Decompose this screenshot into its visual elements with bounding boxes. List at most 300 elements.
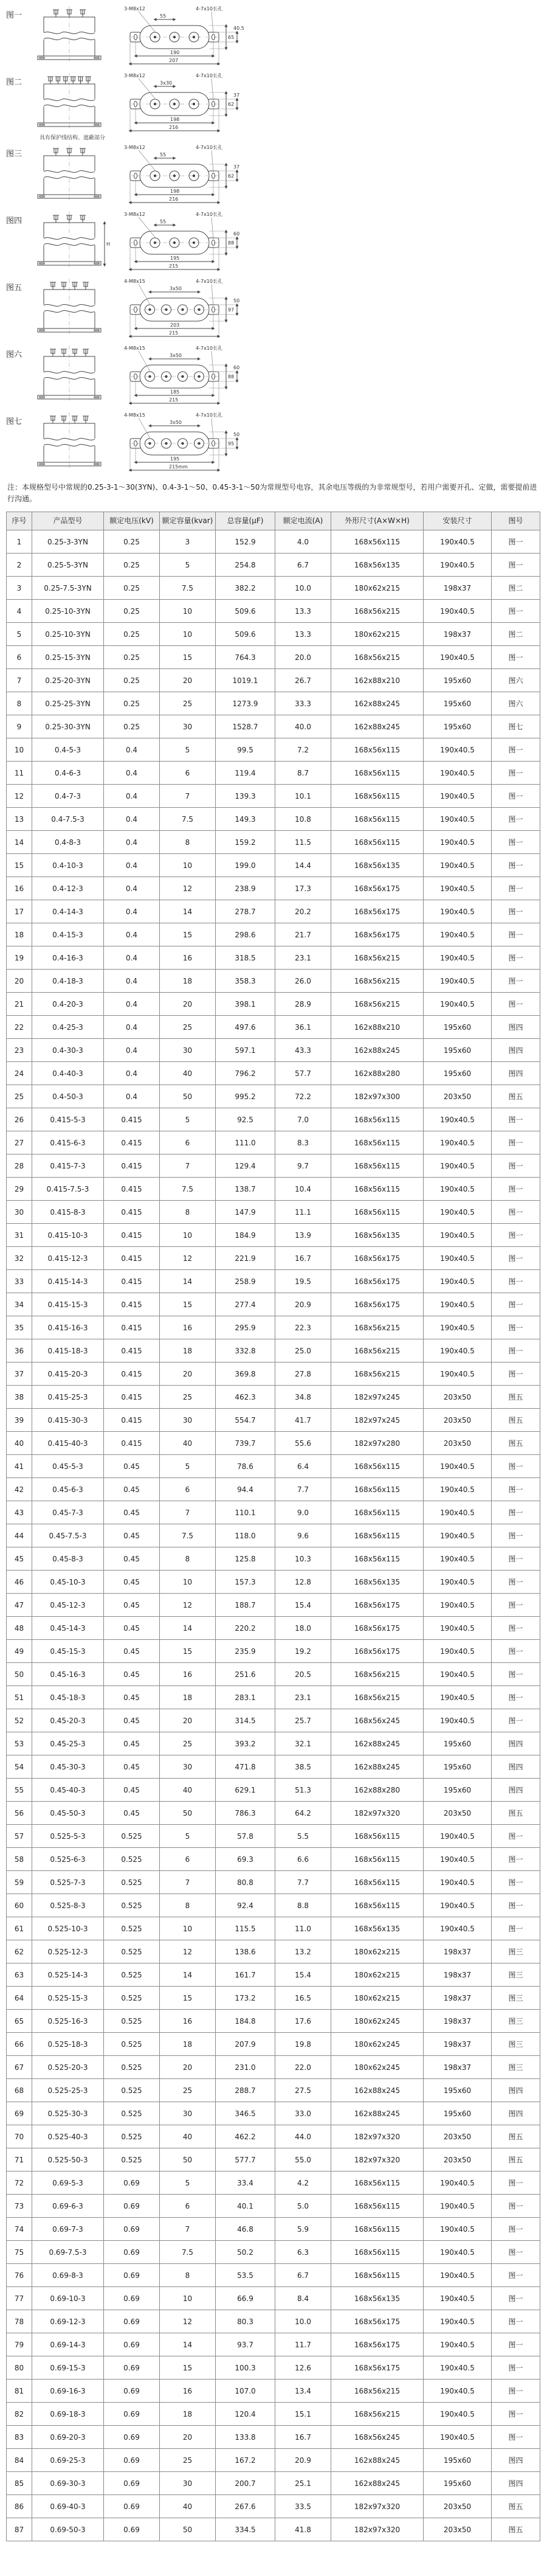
cell-capacity: 382.2: [216, 577, 275, 600]
cell-model: 0.25-7.5-3YN: [32, 577, 104, 600]
cell-kvar: 12: [160, 1594, 216, 1617]
dimension-label: 190: [170, 50, 180, 55]
cell-dimensions: 182x97x320: [331, 2495, 424, 2518]
cell-dimensions: 162x88x245: [331, 1732, 424, 1755]
dimension-label: 215: [169, 330, 179, 336]
cell-no: 42: [7, 1478, 32, 1501]
cell-model: 0.525-18-3: [32, 2033, 104, 2056]
cell-voltage: 0.4: [104, 854, 160, 877]
cell-no: 40: [7, 1432, 32, 1455]
table-row: [7, 1247, 540, 1270]
cell-voltage: 0.69: [104, 2495, 160, 2518]
table-row: [7, 1987, 540, 2010]
cell-no: 6: [7, 646, 32, 669]
cell-no: 51: [7, 1686, 32, 1709]
cell-capacity: 46.8: [216, 2218, 275, 2241]
cell-kvar: 5: [160, 1825, 216, 1848]
cell-kvar: 20: [160, 993, 216, 1016]
cell-no: 82: [7, 2403, 32, 2426]
cell-dimensions: 168x56x135: [331, 854, 424, 877]
cell-current: 17.6: [275, 2010, 331, 2033]
cell-mounting: 190x40.5: [424, 1617, 492, 1640]
cell-mounting: 190x40.5: [424, 738, 492, 762]
cell-dimensions: 182x97x320: [331, 2125, 424, 2148]
cell-model: 0.69-30-3: [32, 2472, 104, 2495]
slot-spec-label: 4-7x10长孔: [196, 73, 222, 78]
cell-mounting: 190x40.5: [424, 2403, 492, 2426]
bolt-spec-label: 3-M8x12: [124, 6, 145, 12]
cell-capacity: 152.9: [216, 530, 275, 554]
cell-mounting: 190x40.5: [424, 785, 492, 808]
figure-front-block: [27, 5, 118, 66]
cell-model: 0.415-25-3: [32, 1386, 104, 1409]
cell-kvar: 40: [160, 1432, 216, 1455]
cell-figure: 图二: [492, 577, 540, 600]
cell-voltage: 0.25: [104, 600, 160, 623]
cell-model: 0.69-16-3: [32, 2380, 104, 2403]
cell-current: 12.8: [275, 1571, 331, 1594]
cell-no: 19: [7, 946, 32, 970]
cell-kvar: 25: [160, 1016, 216, 1039]
cell-figure: 图一: [492, 993, 540, 1016]
cell-current: 51.3: [275, 1779, 331, 1802]
figure-top-view: [123, 144, 250, 208]
cell-no: 72: [7, 2172, 32, 2195]
cell-kvar: 5: [160, 1455, 216, 1478]
cell-figure: 图一: [492, 2380, 540, 2403]
cell-capacity: 94.4: [216, 1478, 275, 1501]
cell-kvar: 30: [160, 2102, 216, 2125]
cell-no: 9: [7, 715, 32, 738]
cell-dimensions: 168x56x115: [331, 1871, 424, 1894]
cell-no: 8: [7, 692, 32, 715]
cell-kvar: 6: [160, 762, 216, 785]
cell-dimensions: 162x88x245: [331, 2472, 424, 2495]
cell-capacity: 157.3: [216, 1571, 275, 1594]
cell-voltage: 0.45: [104, 1686, 160, 1709]
dimension-label: 50: [233, 432, 240, 437]
cell-current: 7.7: [275, 1478, 331, 1501]
cell-figure: 图一: [492, 2195, 540, 2218]
cell-current: 13.2: [275, 1940, 331, 1963]
cell-model: 0.525-7-3: [32, 1871, 104, 1894]
cell-dimensions: 182x97x245: [331, 1386, 424, 1409]
dimension-label: 216: [169, 196, 179, 202]
mounting-slot: [40, 463, 44, 465]
cell-model: 0.25-30-3YN: [32, 715, 104, 738]
cell-capacity: 220.2: [216, 1617, 275, 1640]
cell-voltage: 0.4: [104, 970, 160, 993]
cell-voltage: 0.4: [104, 1062, 160, 1085]
cell-voltage: 0.4: [104, 1085, 160, 1108]
cell-no: 29: [7, 1178, 32, 1201]
table-row: [7, 808, 540, 831]
cell-mounting: 190x40.5: [424, 1270, 492, 1293]
cell-kvar: 15: [160, 646, 216, 669]
table-row: [7, 1016, 540, 1039]
cell-model: 0.25-10-3YN: [32, 600, 104, 623]
cell-model: 0.4-8-3: [32, 831, 104, 854]
cell-voltage: 0.25: [104, 554, 160, 577]
cell-capacity: 139.3: [216, 785, 275, 808]
cell-figure: 图四: [492, 1732, 540, 1755]
cell-kvar: 16: [160, 1663, 216, 1686]
figure-row: [6, 277, 541, 342]
cell-current: 10.3: [275, 1547, 331, 1571]
cell-capacity: 629.1: [216, 1779, 275, 1802]
cell-dimensions: 168x56x115: [331, 1455, 424, 1478]
cell-mounting: 190x40.5: [424, 762, 492, 785]
mounting-slot: [40, 330, 44, 331]
table-row: [7, 2033, 540, 2056]
cell-model: 0.45-12-3: [32, 1594, 104, 1617]
cell-dimensions: 168x56x215: [331, 2380, 424, 2403]
cell-voltage: 0.415: [104, 1201, 160, 1224]
table-row: [7, 1339, 540, 1363]
dimension-label: 55: [160, 152, 167, 158]
table-row: [7, 1085, 540, 1108]
cell-model: 0.45-15-3: [32, 1640, 104, 1663]
cell-capacity: 40.1: [216, 2195, 275, 2218]
cell-kvar: 3: [160, 530, 216, 554]
cell-voltage: 0.45: [104, 1755, 160, 1779]
cell-figure: 图一: [492, 1201, 540, 1224]
cell-mounting: 190x40.5: [424, 877, 492, 900]
dimension-label: 88: [228, 240, 235, 246]
cell-no: 46: [7, 1571, 32, 1594]
cell-mounting: 190x40.5: [424, 1316, 492, 1339]
cell-dimensions: 168x56x175: [331, 1594, 424, 1617]
table-row: [7, 692, 540, 715]
figure-top-block: [123, 5, 250, 69]
cell-kvar: 10: [160, 2287, 216, 2310]
column-header: 总容量(μF): [216, 512, 275, 530]
table-row: [7, 2195, 540, 2218]
cell-capacity: 238.9: [216, 877, 275, 900]
dimension-label: 60: [233, 231, 240, 237]
table-row: [7, 900, 540, 923]
cell-current: 8.7: [275, 762, 331, 785]
cell-figure: 图一: [492, 2333, 540, 2356]
cell-figure: 图三: [492, 2010, 540, 2033]
cell-dimensions: 168x56x115: [331, 1825, 424, 1848]
cell-capacity: 1273.9: [216, 692, 275, 715]
mounting-slot: [94, 196, 99, 197]
cell-voltage: 0.4: [104, 946, 160, 970]
cell-no: 4: [7, 600, 32, 623]
cell-figure: 图五: [492, 2518, 540, 2541]
cell-model: 0.69-7-3: [32, 2218, 104, 2241]
cell-voltage: 0.45: [104, 1455, 160, 1478]
cell-kvar: 8: [160, 1547, 216, 1571]
cell-capacity: 332.8: [216, 1339, 275, 1363]
cell-dimensions: 180x62x215: [331, 577, 424, 600]
cell-voltage: 0.4: [104, 831, 160, 854]
cell-kvar: 10: [160, 623, 216, 646]
cell-current: 18.0: [275, 1617, 331, 1640]
cell-current: 64.2: [275, 1802, 331, 1825]
cell-mounting: 190x40.5: [424, 1224, 492, 1247]
cell-capacity: 251.6: [216, 1663, 275, 1686]
cell-figure: 图一: [492, 1270, 540, 1293]
cell-figure: 图一: [492, 1524, 540, 1547]
cell-current: 6.7: [275, 554, 331, 577]
cell-figure: 图四: [492, 2102, 540, 2125]
cell-no: 69: [7, 2102, 32, 2125]
cell-no: 81: [7, 2380, 32, 2403]
cell-voltage: 0.415: [104, 1178, 160, 1201]
cell-mounting: 198x37: [424, 577, 492, 600]
cell-no: 37: [7, 1363, 32, 1386]
cell-model: 0.525-30-3: [32, 2102, 104, 2125]
cell-figure: 图一: [492, 1108, 540, 1131]
cell-model: 0.25-15-3YN: [32, 646, 104, 669]
cell-model: 0.45-16-3: [32, 1663, 104, 1686]
cell-dimensions: 168x56x175: [331, 1617, 424, 1640]
cell-voltage: 0.415: [104, 1316, 160, 1339]
figure-front-view: [27, 72, 118, 133]
cell-model: 0.69-25-3: [32, 2449, 104, 2472]
cell-dimensions: 180x62x245: [331, 2010, 424, 2033]
cell-figure: 图一: [492, 1848, 540, 1871]
cell-mounting: 190x40.5: [424, 2287, 492, 2310]
terminal-bushings: [53, 215, 86, 223]
cell-current: 16.7: [275, 2426, 331, 2449]
table-row: [7, 1363, 540, 1386]
cell-dimensions: 180x62x215: [331, 623, 424, 646]
dimension-label: 60: [233, 365, 240, 370]
cell-kvar: 25: [160, 2449, 216, 2472]
cell-figure: 图一: [492, 1363, 540, 1386]
cell-no: 70: [7, 2125, 32, 2148]
leader-line: [212, 78, 213, 100]
cell-voltage: 0.525: [104, 2010, 160, 2033]
cell-kvar: 7.5: [160, 577, 216, 600]
cell-dimensions: 162x88x245: [331, 2079, 424, 2102]
cell-no: 45: [7, 1547, 32, 1571]
cell-capacity: 318.5: [216, 946, 275, 970]
cell-figure: 图一: [492, 1825, 540, 1848]
cell-kvar: 8: [160, 1201, 216, 1224]
cell-mounting: 190x40.5: [424, 1501, 492, 1524]
cell-model: 0.415-6-3: [32, 1131, 104, 1154]
cell-kvar: 12: [160, 877, 216, 900]
cell-capacity: 78.6: [216, 1455, 275, 1478]
cell-no: 10: [7, 738, 32, 762]
table-row: [7, 715, 540, 738]
cell-capacity: 129.4: [216, 1154, 275, 1178]
cell-capacity: 120.4: [216, 2403, 275, 2426]
table-row: [7, 1455, 540, 1478]
cell-no: 28: [7, 1154, 32, 1178]
cell-model: 0.25-10-3YN: [32, 623, 104, 646]
cell-voltage: 0.25: [104, 577, 160, 600]
cell-model: 0.45-7.5-3: [32, 1524, 104, 1547]
cell-voltage: 0.69: [104, 2472, 160, 2495]
column-header: 额定容量(kvar): [160, 512, 216, 530]
dimension-label: 62: [228, 173, 235, 179]
cell-current: 6.4: [275, 1455, 331, 1478]
cell-dimensions: 162x88x210: [331, 669, 424, 692]
cell-kvar: 30: [160, 715, 216, 738]
cell-current: 7.7: [275, 1871, 331, 1894]
cell-dimensions: 168x56x115: [331, 1848, 424, 1871]
cell-capacity: 577.7: [216, 2148, 275, 2172]
cell-dimensions: 168x56x175: [331, 2356, 424, 2380]
cell-voltage: 0.69: [104, 2172, 160, 2195]
cell-capacity: 462.2: [216, 2125, 275, 2148]
cell-capacity: 283.1: [216, 1686, 275, 1709]
cell-current: 33.5: [275, 2495, 331, 2518]
cell-mounting: 190x40.5: [424, 554, 492, 577]
cell-figure: 图一: [492, 1547, 540, 1571]
cell-figure: 图四: [492, 2449, 540, 2472]
cell-model: 0.45-20-3: [32, 1709, 104, 1732]
cell-dimensions: 168x56x115: [331, 785, 424, 808]
figure-row: [6, 210, 541, 275]
cell-current: 15.4: [275, 1594, 331, 1617]
cell-dimensions: 168x56x135: [331, 2287, 424, 2310]
cell-capacity: 80.8: [216, 1871, 275, 1894]
figure-front-block: [27, 411, 118, 472]
table-row: [7, 923, 540, 946]
cell-no: 57: [7, 1825, 32, 1848]
table-row: [7, 2218, 540, 2241]
cell-no: 61: [7, 1917, 32, 1940]
cell-capacity: 393.2: [216, 1732, 275, 1755]
cell-mounting: 190x40.5: [424, 1571, 492, 1594]
cell-model: 0.4-12-3: [32, 877, 104, 900]
cell-no: 74: [7, 2218, 32, 2241]
cell-model: 0.69-7.5-3: [32, 2241, 104, 2264]
cell-current: 20.9: [275, 1293, 331, 1316]
cell-capacity: 288.7: [216, 2079, 275, 2102]
table-row: [7, 1478, 540, 1501]
cell-figure: 图一: [492, 923, 540, 946]
cell-kvar: 6: [160, 1131, 216, 1154]
table-row: [7, 738, 540, 762]
cell-mounting: 190x40.5: [424, 1339, 492, 1363]
cell-voltage: 0.45: [104, 1779, 160, 1802]
dimension-label: 215: [169, 397, 179, 403]
figure-front-block: [27, 344, 118, 405]
cell-current: 15.1: [275, 2403, 331, 2426]
cell-dimensions: 168x56x115: [331, 1894, 424, 1917]
cell-dimensions: 168x56x115: [331, 1547, 424, 1571]
cell-figure: 图三: [492, 1940, 540, 1963]
cell-figure: 图六: [492, 692, 540, 715]
cell-model: 0.4-40-3: [32, 1062, 104, 1085]
cell-capacity: 398.1: [216, 993, 275, 1016]
figure-label: 图三: [6, 150, 22, 159]
cell-mounting: 190x40.5: [424, 1201, 492, 1224]
cell-current: 55.6: [275, 1432, 331, 1455]
cell-no: 56: [7, 1802, 32, 1825]
cell-current: 23.1: [275, 946, 331, 970]
cell-capacity: 334.5: [216, 2518, 275, 2541]
cell-no: 13: [7, 808, 32, 831]
cell-kvar: 16: [160, 2380, 216, 2403]
cell-mounting: 190x40.5: [424, 831, 492, 854]
cell-voltage: 0.69: [104, 2241, 160, 2264]
cell-figure: 图一: [492, 1571, 540, 1594]
cell-dimensions: 168x56x115: [331, 2264, 424, 2287]
cell-voltage: 0.525: [104, 2102, 160, 2125]
cell-no: 78: [7, 2310, 32, 2333]
cell-model: 0.525-5-3: [32, 1825, 104, 1848]
bolt-spec-label: 4-M8x15: [124, 345, 145, 351]
cell-voltage: 0.45: [104, 1709, 160, 1732]
dimension-label: 198: [170, 117, 180, 122]
dimension-label: 203: [170, 322, 180, 328]
cell-capacity: 149.3: [216, 808, 275, 831]
leader-line: [212, 12, 213, 33]
cell-voltage: 0.45: [104, 1501, 160, 1524]
cell-figure: 图四: [492, 1779, 540, 1802]
cell-no: 52: [7, 1709, 32, 1732]
leader-line: [212, 217, 213, 239]
cell-model: 0.25-3-3YN: [32, 530, 104, 554]
slot-spec-label: 4-7x10长孔: [196, 345, 222, 351]
column-header: 图号: [492, 512, 540, 530]
cell-kvar: 7.5: [160, 1524, 216, 1547]
dimension-label: 37: [233, 164, 240, 170]
cell-model: 0.25-5-3YN: [32, 554, 104, 577]
spec-table-header: [7, 512, 540, 530]
cell-figure: 图一: [492, 2426, 540, 2449]
cell-kvar: 14: [160, 1617, 216, 1640]
table-row: [7, 1663, 540, 1686]
cell-model: 0.4-10-3: [32, 854, 104, 877]
cell-mounting: 190x40.5: [424, 1293, 492, 1316]
cell-no: 84: [7, 2449, 32, 2472]
cell-figure: 图一: [492, 808, 540, 831]
table-row: [7, 946, 540, 970]
cell-dimensions: 168x56x215: [331, 970, 424, 993]
slot-spec-label: 4-7x10长孔: [196, 412, 222, 418]
cell-model: 0.4-14-3: [32, 900, 104, 923]
cell-capacity: 995.2: [216, 1085, 275, 1108]
cell-dimensions: 168x56x175: [331, 900, 424, 923]
cell-no: 31: [7, 1224, 32, 1247]
cell-dimensions: 168x56x115: [331, 1478, 424, 1501]
cell-dimensions: 182x97x320: [331, 2148, 424, 2172]
cell-no: 7: [7, 669, 32, 692]
table-row: [7, 2449, 540, 2472]
cell-dimensions: 162x88x245: [331, 715, 424, 738]
cell-kvar: 30: [160, 1755, 216, 1779]
table-row: [7, 1547, 540, 1571]
dimension-label: 216: [169, 125, 179, 130]
cell-kvar: 16: [160, 946, 216, 970]
cell-capacity: 497.6: [216, 1016, 275, 1039]
cell-current: 4.2: [275, 2172, 331, 2195]
cell-voltage: 0.69: [104, 2195, 160, 2218]
figure-top-view: [123, 72, 250, 136]
cell-figure: 图一: [492, 1455, 540, 1478]
mounting-slot: [94, 397, 99, 398]
table-row: [7, 1871, 540, 1894]
cell-figure: 图一: [492, 1894, 540, 1917]
cell-dimensions: 168x56x115: [331, 1154, 424, 1178]
cell-mounting: 195x60: [424, 2079, 492, 2102]
cell-mounting: 195x60: [424, 1755, 492, 1779]
table-row: [7, 2125, 540, 2148]
header-row: [7, 512, 540, 530]
cell-mounting: 190x40.5: [424, 2380, 492, 2403]
table-row: [7, 1640, 540, 1663]
table-row: [7, 1709, 540, 1732]
